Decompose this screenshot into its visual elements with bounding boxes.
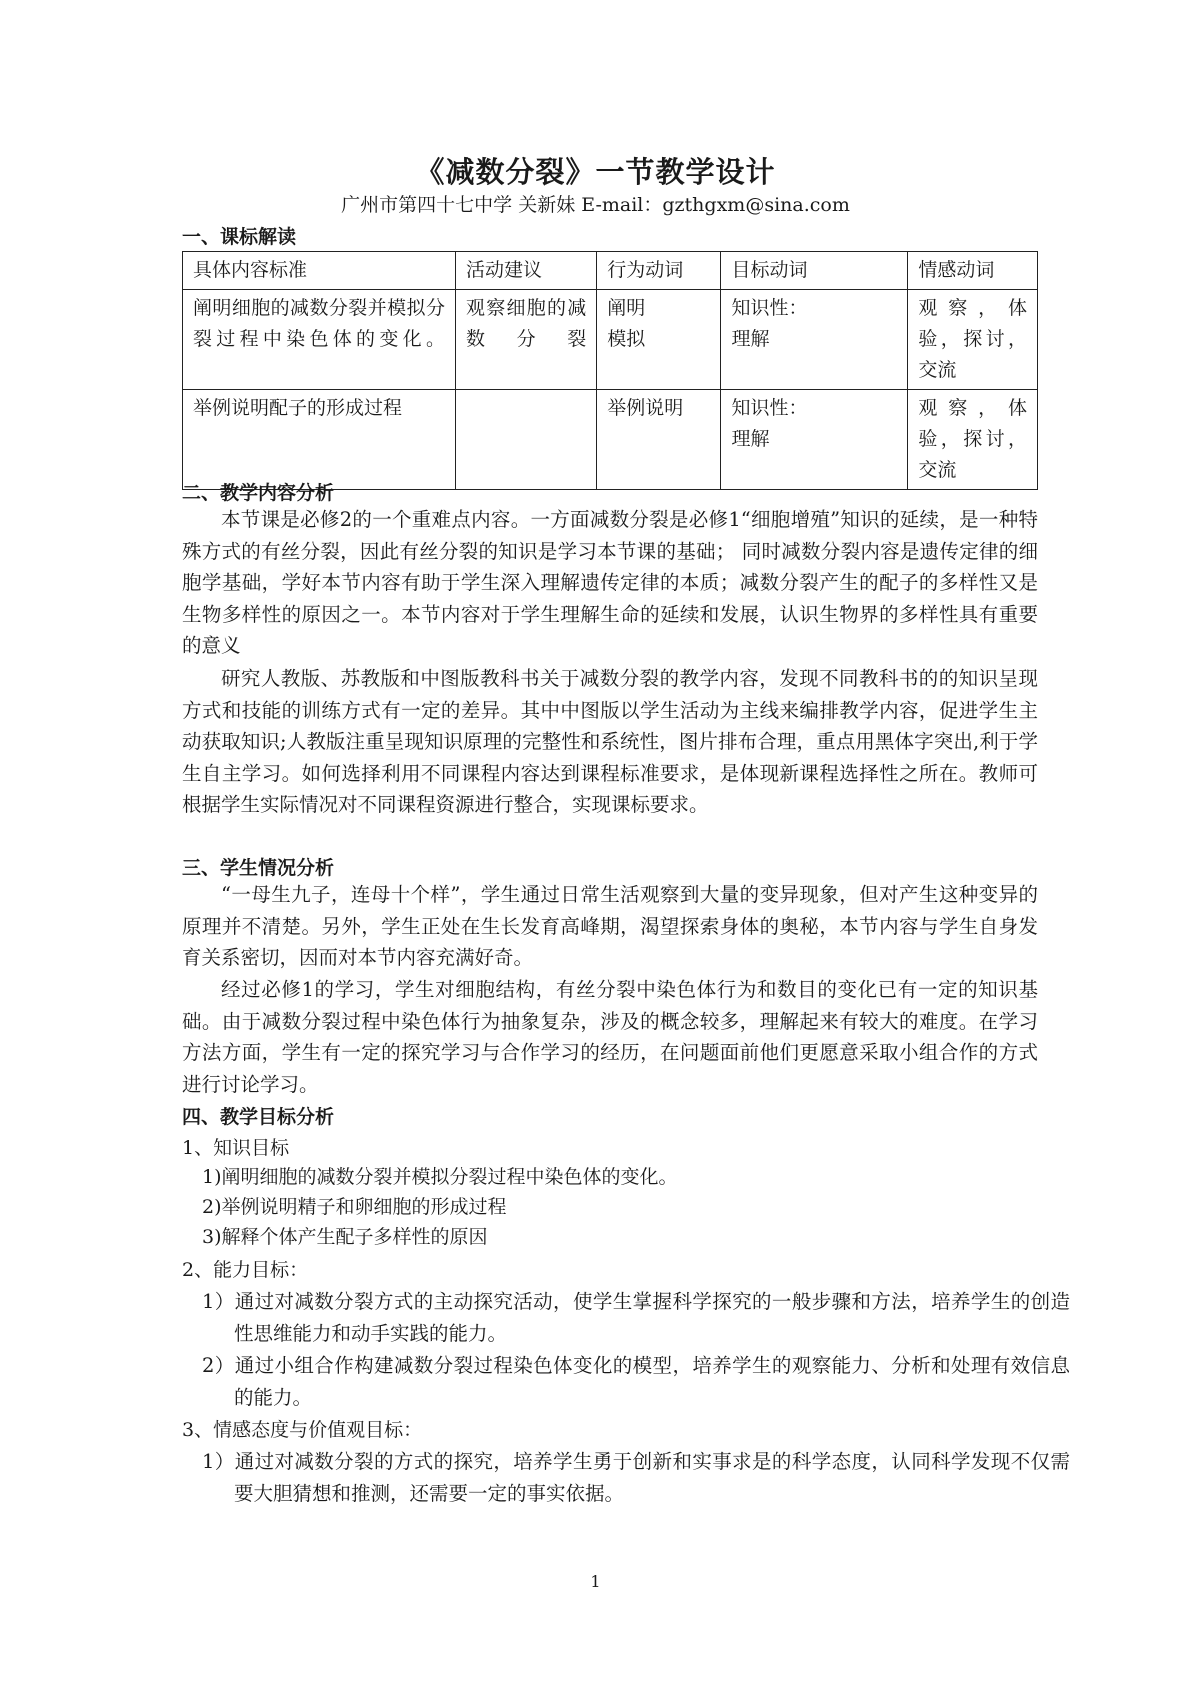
table-header-cell: 具体内容标准 <box>183 252 456 290</box>
cell-line: 交流 <box>918 459 957 481</box>
cell-line: 交流 <box>918 359 957 381</box>
list-item: 3)解释个体产生配子多样性的原因 <box>202 1226 488 1248</box>
section-1-heading: 一、课标解读 <box>182 226 297 248</box>
cell-line: 知识性： <box>731 397 808 419</box>
table-cell-target <box>721 290 908 390</box>
knowledge-goal-title: 1、知识目标 <box>182 1137 290 1159</box>
list-item: 1）通过对减数分裂方式的主动探究活动，使学生掌握科学探究的一般步骤和方法，培养学生的创造性思维能力和动手实践的能力。 <box>202 1290 1070 1345</box>
curriculum-standard-table <box>182 251 1038 490</box>
emotion-goal-title: 3、情感态度与价值观目标： <box>182 1419 423 1441</box>
page-number: 1 <box>590 1572 601 1591</box>
paragraph: “一母生九子，连母十个样”，学生通过日常生活观察到大量的变异现象，但对产生这种变异的原理并不清楚。另外，学生正处在生长发育高峰期，渴望探索身体的奥秘，本节内容与学生自身发育关系密切，因而对本节内容充满好奇。 <box>182 883 1038 969</box>
paragraph: 研究人教版、苏教版和中图版教科书关于减数分裂的教学内容，发现不同教科书的的知识呈现方式和技能的训练方式有一定的差异。其中中图版以学生活动为主线来编排教学内容，促进学生主动获取知识;人教版注重呈现知识原理的完整性和系统性，图片排布合理，重点用黑体字突出,利于学生自主学习。如何选择利用不同课程内容达到课程标准要求，是体现新课程选择性之所在。教师可根据学生实际情况对不同课程资源进行整合，实现课标要求。 <box>182 667 1038 816</box>
cell-line: 验，探讨， <box>918 328 1027 350</box>
cell-line: 理解 <box>731 428 770 450</box>
table-cell-target <box>721 390 908 490</box>
table-header-cell: 行为动词 <box>597 252 721 290</box>
table-cell-behavior <box>597 390 721 490</box>
paragraph: 经过必修1的学习，学生对细胞结构，有丝分裂中染色体行为和数目的变化已有一定的知识基础。由于减数分裂过程中染色体行为抽象复杂，涉及的概念较多，理解起来有较大的难度。在学习方法方面，学生有一定的探究学习与合作学习的经历，在问题面前他们更愿意采取小组合作的方式进行讨论学习。 <box>182 978 1038 1096</box>
cell-line: 理解 <box>731 328 770 350</box>
cell-line: 模拟 <box>607 328 646 350</box>
section-4-heading: 四、教学目标分析 <box>182 1106 335 1128</box>
table-header-cell: 目标动词 <box>721 252 908 290</box>
cell-line: 阐明 <box>607 297 646 319</box>
table-header-cell: 活动建议 <box>455 252 596 290</box>
table-cell-standard: 举例说明配子的形成过程 <box>183 390 456 490</box>
document-title: 《减数分裂》一节教学设计 <box>415 155 776 189</box>
list-item: 2）通过小组合作构建减数分裂过程染色体变化的模型，培养学生的观察能力、分析和处理有效信息的能力。 <box>202 1354 1070 1409</box>
section-2-heading: 二、教学内容分析 <box>182 482 335 504</box>
paragraph: 本节课是必修2的一个重难点内容。一方面减数分裂是必修1“细胞增殖”知识的延续，是一种特殊方式的有丝分裂，因此有丝分裂的知识是学习本节课的基础； 同时减数分裂内容是遗传定律的细胞学基础，学好本节内容有助于学生深入理解遗传定律的本质；减数分裂产生的配子的多样性又是生物多样性的原因之一。本节内容对于学生理解生命的延续和发展，认识生物界的多样性具有重要的意义 <box>182 508 1038 657</box>
table-header-row <box>183 252 1038 290</box>
cell-line: 知识性： <box>731 297 808 319</box>
cell-line: 验，探讨， <box>918 428 1027 450</box>
table-cell-standard: 阐明细胞的减数分裂并模拟分裂过程中染色体的变化。 <box>183 290 456 390</box>
author-line: 广州市第四十七中学 关新妹 E-mail：gzthgxm@sina.com <box>341 194 850 216</box>
table-row <box>183 390 1038 490</box>
table-cell-activity: 观察细胞的减数分裂 <box>455 290 596 390</box>
cell-line: 观察，体 <box>918 397 1027 419</box>
table-cell-activity <box>455 390 596 490</box>
cell-line: 举例说明 <box>607 397 684 419</box>
section-3-heading: 三、学生情况分析 <box>182 857 335 879</box>
table-cell-emotion <box>908 390 1038 490</box>
cell-line: 观察，体 <box>918 297 1027 319</box>
list-item: 2)举例说明精子和卵细胞的形成过程 <box>202 1196 507 1218</box>
table-cell-emotion <box>908 290 1038 390</box>
table-header-cell: 情感动词 <box>908 252 1038 290</box>
list-item: 1）通过对减数分裂的方式的探究，培养学生勇于创新和实事求是的科学态度，认同科学发现不仅需要大胆猜想和推测，还需要一定的事实依据。 <box>202 1450 1070 1505</box>
ability-goal-title: 2、能力目标： <box>182 1259 309 1281</box>
table-cell-behavior <box>597 290 721 390</box>
table-row <box>183 290 1038 390</box>
list-item: 1)阐明细胞的减数分裂并模拟分裂过程中染色体的变化。 <box>202 1166 678 1188</box>
